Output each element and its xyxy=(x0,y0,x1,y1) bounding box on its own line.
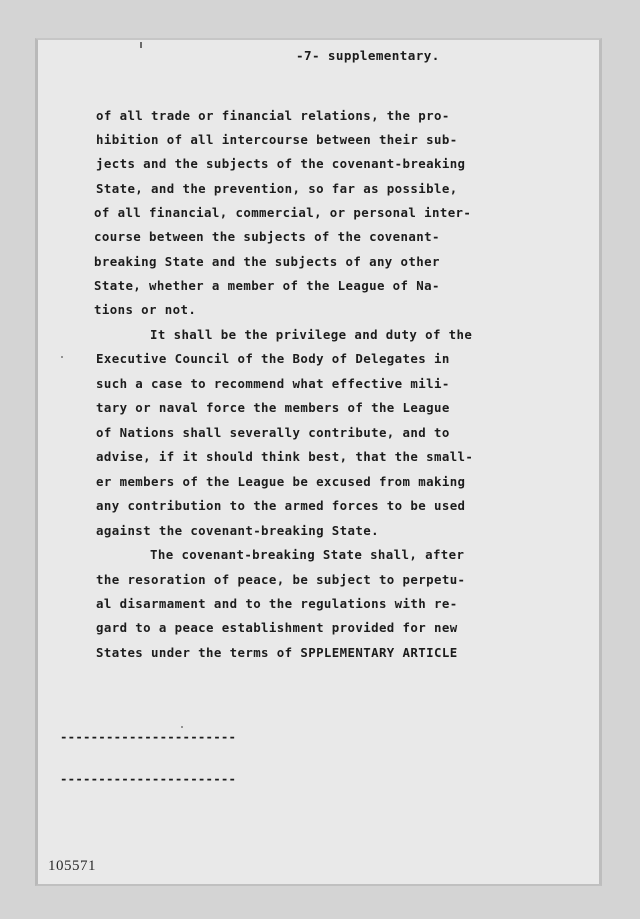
document-page xyxy=(35,38,602,886)
dashed-rule: ----------------------- xyxy=(60,771,237,786)
text-line: It shall be the privilege and duty of the xyxy=(150,327,473,342)
text-line: State, whether a member of the League of Na- xyxy=(94,278,440,293)
text-line: States under the terms of SPPLEMENTARY ARTICLE xyxy=(96,645,458,660)
text-line: breaking State and the subjects of any other xyxy=(94,254,440,269)
text-line: against the covenant-breaking State. xyxy=(96,523,379,538)
page-header: -7- supplementary. xyxy=(296,48,440,63)
separator-rules xyxy=(60,701,236,815)
text-line: the resoration of peace, be subject to perpetu- xyxy=(96,572,466,587)
text-line: tions or not. xyxy=(94,302,197,317)
text-line: advise, if it should think best, that the small- xyxy=(96,449,474,464)
text-line: of all trade or financial relations, the pro- xyxy=(96,108,450,123)
text-line: any contribution to the armed forces to be used xyxy=(96,498,466,513)
text-line: jects and the subjects of the covenant-breaking xyxy=(96,156,466,171)
text-line: Executive Council of the Body of Delegates in xyxy=(96,351,450,366)
dashed-rule: ----------------------- xyxy=(60,729,237,744)
text-line: The covenant-breaking State shall, after xyxy=(150,547,465,562)
text-line: tary or naval force the members of the League xyxy=(96,400,450,415)
text-line: er members of the League be excused from making xyxy=(96,474,466,489)
text-line: course between the subjects of the covenant- xyxy=(94,229,440,244)
body-text xyxy=(38,108,605,660)
text-line: al disarmament and to the regulations with re- xyxy=(96,596,458,611)
document-number: 105571 xyxy=(48,858,96,874)
text-line: gard to a peace establishment provided for new xyxy=(96,620,458,635)
text-line: of Nations shall severally contribute, and to xyxy=(96,425,450,440)
text-line: State, and the prevention, so far as possible, xyxy=(96,181,458,196)
pencil-mark xyxy=(140,42,142,48)
text-line: such a case to recommend what effective mili- xyxy=(96,376,450,391)
text-line: hibition of all intercourse between their sub- xyxy=(96,132,458,147)
text-line: of all financial, commercial, or personal inter- xyxy=(94,205,472,220)
